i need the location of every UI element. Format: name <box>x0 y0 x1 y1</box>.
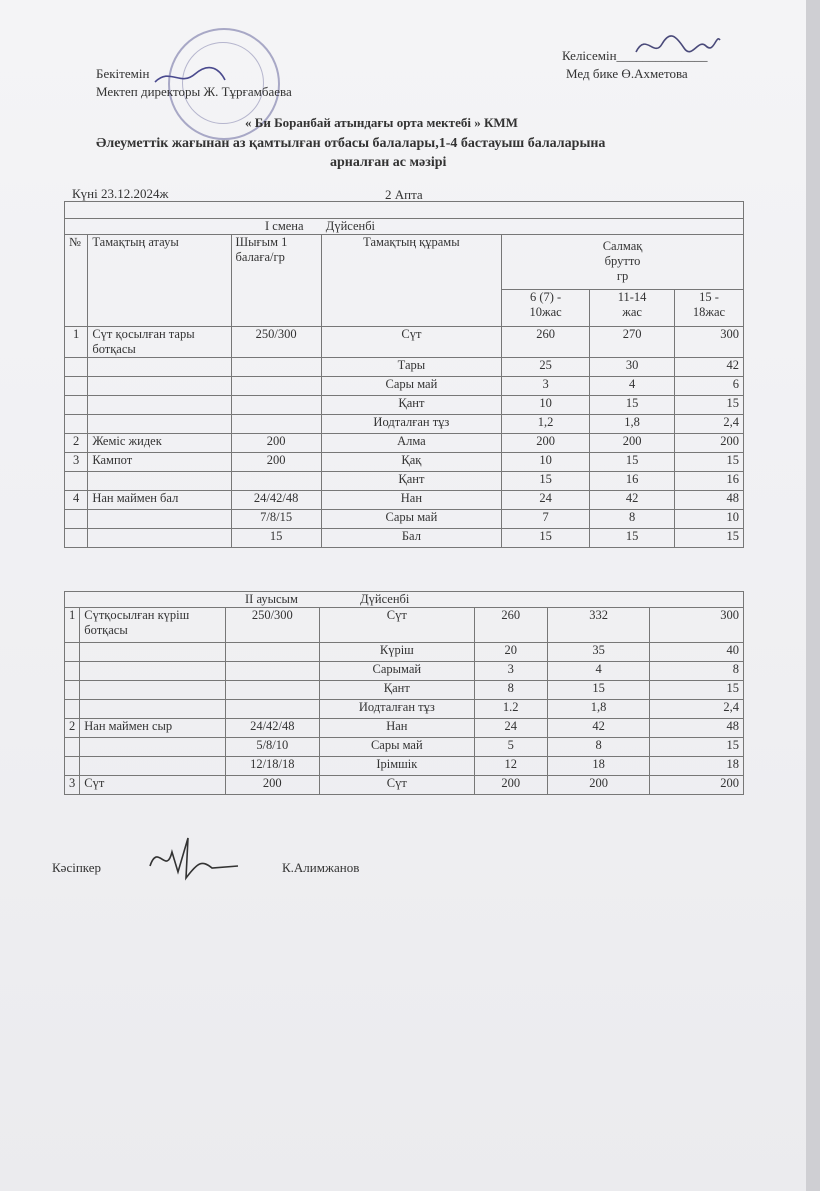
weight-age-11-14: 4 <box>590 377 675 396</box>
table-row <box>65 453 744 472</box>
col-header-yield: Шығым 1 балаға/гр <box>231 235 321 327</box>
table-row <box>65 608 744 643</box>
dish-name <box>80 757 225 776</box>
ingredient-name: Ірімшік <box>319 757 474 776</box>
portion-yield <box>231 415 321 434</box>
portion-yield: 12/18/18 <box>225 757 319 776</box>
table-row <box>65 529 744 548</box>
dish-name <box>88 377 231 396</box>
weight-age-15-18: 6 <box>675 377 744 396</box>
weight-age-15-18: 16 <box>675 472 744 491</box>
weight-age-11-14: 270 <box>590 327 675 358</box>
ingredient-name: Иодталған тұз <box>319 700 474 719</box>
ingredient-name: Бал <box>321 529 501 548</box>
weight-age-6-10: 260 <box>474 608 547 643</box>
ingredient-name: Сары май <box>319 738 474 757</box>
row-number <box>65 662 80 681</box>
col-header-weight-3: гр <box>616 269 629 283</box>
weight-age-15-18: 48 <box>650 719 744 738</box>
weight-age-15-18: 300 <box>675 327 744 358</box>
weight-age-11-14: 8 <box>590 510 675 529</box>
table-row <box>65 434 744 453</box>
shift1-label: I смена <box>265 219 304 233</box>
ingredient-name: Сүт <box>319 776 474 795</box>
weight-age-11-14: 42 <box>590 491 675 510</box>
dish-name: Нан маймен сыр <box>80 719 225 738</box>
col-header-weight-2: брутто <box>604 254 641 268</box>
approval-label: Бекітемін <box>96 66 150 81</box>
week-label: 2 Апта <box>385 187 423 202</box>
ingredient-name: Сүт <box>321 327 501 358</box>
weight-age-15-18: 8 <box>650 662 744 681</box>
page-edge <box>806 0 820 1191</box>
row-number: 1 <box>65 608 80 643</box>
weight-age-11-14: 4 <box>547 662 650 681</box>
table-row <box>65 662 744 681</box>
shift2-label: II ауысым <box>245 592 298 606</box>
weight-age-11-14: 15 <box>547 681 650 700</box>
weight-age-11-14: 16 <box>590 472 675 491</box>
col-header-dish: Тамақтың атауы <box>88 235 231 327</box>
weight-age-15-18: 48 <box>675 491 744 510</box>
ingredient-name: Сүт <box>319 608 474 643</box>
weight-age-11-14: 200 <box>547 776 650 795</box>
weight-age-11-14: 1,8 <box>547 700 650 719</box>
weight-age-15-18: 15 <box>675 396 744 415</box>
dish-name: Сүт қосылған тары ботқасы <box>88 327 231 358</box>
table-row <box>65 472 744 491</box>
col-header-composition: Тамақтың құрамы <box>321 235 501 327</box>
portion-yield <box>225 700 319 719</box>
portion-yield <box>231 358 321 377</box>
menu-table-shift2 <box>64 591 744 795</box>
entrepreneur-name: К.Алимжанов <box>282 860 360 875</box>
table-row <box>65 327 744 358</box>
weight-age-6-10: 3 <box>502 377 590 396</box>
table-row <box>65 757 744 776</box>
weight-age-11-14: 1,8 <box>590 415 675 434</box>
portion-yield: 7/8/15 <box>231 510 321 529</box>
dish-name <box>88 472 231 491</box>
row-number <box>65 529 88 548</box>
menu-title-line2: арналған ас мәзірі <box>330 155 447 170</box>
table-row <box>65 491 744 510</box>
weight-age-6-10: 3 <box>474 662 547 681</box>
agreement-label: Келісемін______________ <box>562 48 708 63</box>
age-header-1b: 10жас <box>529 305 562 319</box>
row-number: 3 <box>65 453 88 472</box>
dish-name <box>80 662 225 681</box>
row-number <box>65 738 80 757</box>
portion-yield: 24/42/48 <box>225 719 319 738</box>
ingredient-name: Қақ <box>321 453 501 472</box>
ingredient-name: Тары <box>321 358 501 377</box>
menu-table-shift1 <box>64 201 744 548</box>
weight-age-6-10: 8 <box>474 681 547 700</box>
ingredient-name: Сарымай <box>319 662 474 681</box>
portion-yield <box>231 472 321 491</box>
entrepreneur-label: Кәсіпкер <box>52 860 102 875</box>
weight-age-6-10: 24 <box>474 719 547 738</box>
portion-yield: 250/300 <box>225 608 319 643</box>
row-number <box>65 377 88 396</box>
row-number: 2 <box>65 719 80 738</box>
weight-age-15-18: 15 <box>650 681 744 700</box>
dish-name <box>80 700 225 719</box>
weight-age-6-10: 260 <box>502 327 590 358</box>
shift1-day: Дүйсенбі <box>325 219 376 233</box>
row-number <box>65 358 88 377</box>
weight-age-11-14: 35 <box>547 643 650 662</box>
ingredient-name: Күріш <box>319 643 474 662</box>
weight-age-6-10: 10 <box>502 396 590 415</box>
table-row <box>65 776 744 795</box>
table-row <box>65 396 744 415</box>
weight-age-6-10: 25 <box>502 358 590 377</box>
portion-yield <box>231 396 321 415</box>
dish-name: Жеміс жидек <box>88 434 231 453</box>
table-row <box>65 377 744 396</box>
weight-age-11-14: 332 <box>547 608 650 643</box>
weight-age-11-14: 15 <box>590 396 675 415</box>
weight-age-6-10: 200 <box>474 776 547 795</box>
entrepreneur-signature <box>142 832 242 884</box>
col-header-number: № <box>65 235 88 327</box>
shift2-day: Дүйсенбі <box>360 592 410 606</box>
table-row <box>65 700 744 719</box>
dish-name: Нан маймен бал <box>88 491 231 510</box>
portion-yield <box>225 681 319 700</box>
dish-name: Сүт <box>80 776 225 795</box>
portion-yield <box>225 643 319 662</box>
weight-age-6-10: 10 <box>502 453 590 472</box>
weight-age-11-14: 200 <box>590 434 675 453</box>
table-row <box>65 415 744 434</box>
weight-age-15-18: 2,4 <box>650 700 744 719</box>
table-row <box>65 643 744 662</box>
ingredient-name: Сары май <box>321 510 501 529</box>
portion-yield: 15 <box>231 529 321 548</box>
weight-age-11-14: 15 <box>590 529 675 548</box>
weight-age-15-18: 300 <box>650 608 744 643</box>
portion-yield <box>231 377 321 396</box>
portion-yield: 200 <box>231 434 321 453</box>
weight-age-6-10: 24 <box>502 491 590 510</box>
col-header-weight: Салмақ <box>602 239 643 253</box>
weight-age-6-10: 1,2 <box>502 415 590 434</box>
weight-age-15-18: 15 <box>675 529 744 548</box>
age-header-1a: 6 (7) - <box>529 290 562 304</box>
row-number: 1 <box>65 327 88 358</box>
weight-age-11-14: 18 <box>547 757 650 776</box>
weight-age-15-18: 10 <box>675 510 744 529</box>
weight-age-15-18: 15 <box>675 453 744 472</box>
table-row <box>65 358 744 377</box>
weight-age-15-18: 40 <box>650 643 744 662</box>
weight-age-15-18: 2,4 <box>675 415 744 434</box>
weight-age-15-18: 18 <box>650 757 744 776</box>
weight-age-6-10: 200 <box>502 434 590 453</box>
age-header-3b: 18жас <box>692 305 726 319</box>
portion-yield <box>225 662 319 681</box>
weight-age-6-10: 20 <box>474 643 547 662</box>
weight-age-15-18: 15 <box>650 738 744 757</box>
dish-name: Кампот <box>88 453 231 472</box>
weight-age-6-10: 1.2 <box>474 700 547 719</box>
director-line: Мектеп директоры Ж. Тұрғамбаева <box>96 84 292 99</box>
weight-age-6-10: 15 <box>502 529 590 548</box>
weight-age-11-14: 15 <box>590 453 675 472</box>
ingredient-name: Нан <box>319 719 474 738</box>
ingredient-name: Қант <box>321 472 501 491</box>
table-row <box>65 681 744 700</box>
dish-name: Сүтқосылған күріш ботқасы <box>80 608 225 643</box>
row-number: 2 <box>65 434 88 453</box>
ingredient-name: Нан <box>321 491 501 510</box>
row-number <box>65 757 80 776</box>
portion-yield: 5/8/10 <box>225 738 319 757</box>
row-number: 4 <box>65 491 88 510</box>
age-header-2b: жас <box>622 305 642 319</box>
dish-name <box>88 415 231 434</box>
weight-age-15-18: 200 <box>650 776 744 795</box>
ingredient-name: Қант <box>321 396 501 415</box>
table-row <box>65 510 744 529</box>
portion-yield: 200 <box>225 776 319 795</box>
weight-age-11-14: 30 <box>590 358 675 377</box>
table-row <box>65 738 744 757</box>
age-header-2a: 11-14 <box>617 290 647 304</box>
dish-name <box>88 358 231 377</box>
weight-age-6-10: 5 <box>474 738 547 757</box>
weight-age-11-14: 42 <box>547 719 650 738</box>
weight-age-6-10: 15 <box>502 472 590 491</box>
school-name: « Би Боранбай атындағы орта мектебі » КММ <box>245 115 518 130</box>
dish-name <box>80 643 225 662</box>
dish-name <box>88 396 231 415</box>
ingredient-name: Сары май <box>321 377 501 396</box>
weight-age-6-10: 7 <box>502 510 590 529</box>
ingredient-name: Иодталған тұз <box>321 415 501 434</box>
row-number <box>65 700 80 719</box>
nurse-line: Мед бике Ө.Ахметова <box>566 66 688 81</box>
portion-yield: 24/42/48 <box>231 491 321 510</box>
portion-yield: 250/300 <box>231 327 321 358</box>
age-header-3a: 15 - <box>699 290 719 304</box>
dish-name <box>88 529 231 548</box>
dish-name <box>80 738 225 757</box>
weight-age-15-18: 42 <box>675 358 744 377</box>
row-number: 3 <box>65 776 80 795</box>
weight-age-15-18: 200 <box>675 434 744 453</box>
row-number <box>65 415 88 434</box>
weight-age-6-10: 12 <box>474 757 547 776</box>
row-number <box>65 472 88 491</box>
date-line: Күні 23.12.2024ж <box>72 186 169 201</box>
ingredient-name: Алма <box>321 434 501 453</box>
dish-name <box>80 681 225 700</box>
row-number <box>65 510 88 529</box>
dish-name <box>88 510 231 529</box>
ingredient-name: Қант <box>319 681 474 700</box>
row-number <box>65 396 88 415</box>
table-row <box>65 719 744 738</box>
row-number <box>65 681 80 700</box>
menu-title-line1: Әлеуметтік жағынан аз қамтылған отбасы балалары,1-4 бастауыш балаларына <box>96 136 606 151</box>
portion-yield: 200 <box>231 453 321 472</box>
row-number <box>65 643 80 662</box>
weight-age-11-14: 8 <box>547 738 650 757</box>
